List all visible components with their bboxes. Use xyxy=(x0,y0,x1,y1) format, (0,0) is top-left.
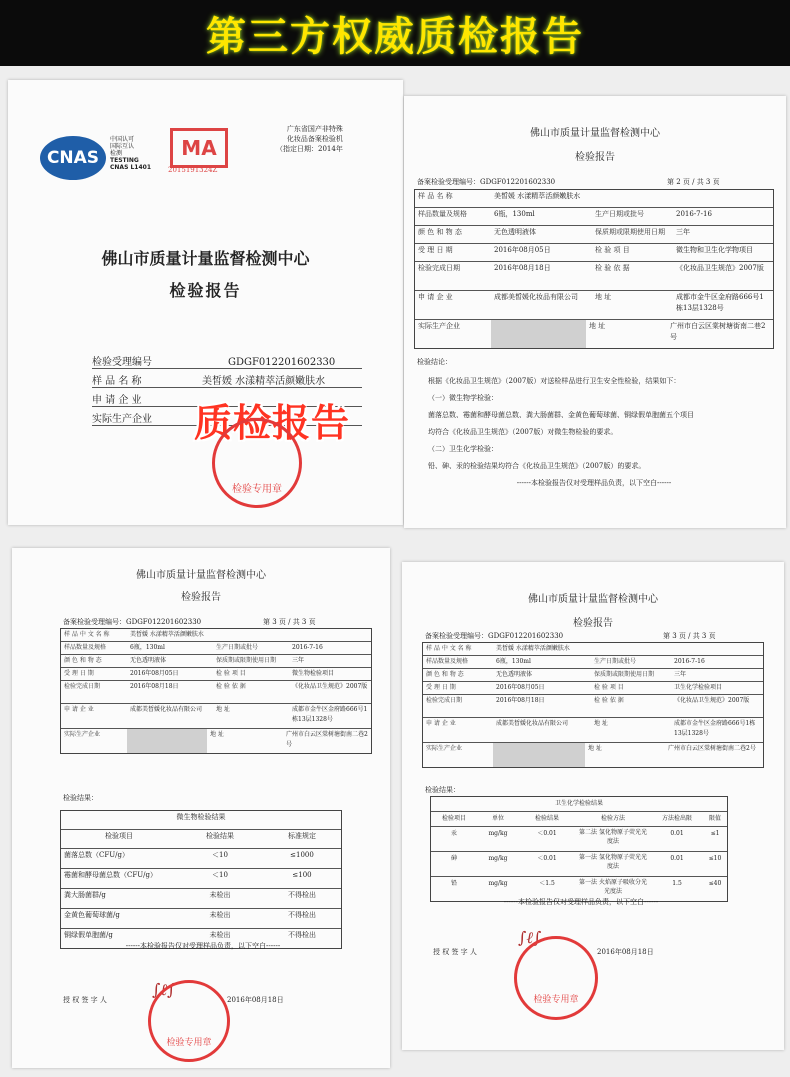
microbiology-results-table xyxy=(60,810,342,949)
table-row: 样品数量及规格 6瓶，130ml 生产日期或批号 2016-7-16 xyxy=(423,656,763,669)
table-row: 申 请 企 业 成都美皙媛化妆品有限公司 地 址 成都市金牛区金府路666号1栋13层1328号 xyxy=(61,704,371,729)
inspection-seal: 检验专用章 xyxy=(514,936,598,1020)
table-row: 申 请 企 业 成都美皙媛化妆品有限公司 地 址 成都市金牛区金府路666号1栋13层1328号 xyxy=(415,291,773,320)
table-row: 样品数量及规格 6瓶，130ml 生产日期或批号 2016-7-16 xyxy=(415,208,773,226)
field-row: 检验受理编号 GDGF012201602330 xyxy=(92,350,362,369)
conclusion: 检验结论： 根据《化妆品卫生规范》（2007版）对送检样品进行卫生安全性检验，结果如下： （一）微生物学检验： 菌落总数、霉菌和酵母菌总数、粪大肠菌群、金黄色葡萄球菌、铜绿假单胞菌五个项目 均符合《化妆品卫生规范》（2007版）对微生物检验的要求。 （二）卫生化学检验： 铅、砷、汞的检验结果均符合《化妆品卫生规范》（2007版）的要求。 ------本检验报告仅对受理样品负责，以下空白------ xyxy=(417,358,694,487)
table-row: 样 品 名 称 美皙媛 水漾精萃活颜嫩肤水 xyxy=(415,190,773,208)
cma-logo: MA xyxy=(170,128,228,168)
sample-info-table xyxy=(414,189,774,349)
report-cover-page xyxy=(8,80,403,525)
field-row: 申 请 企 业 xyxy=(92,388,362,407)
results-label: 检验结果： xyxy=(63,794,98,802)
table-row: 样品数量及规格 6瓶，130ml 生产日期或批号 2016-7-16 xyxy=(61,642,371,655)
organization-name: 佛山市质量计量监督检测中心 xyxy=(136,570,266,581)
table-header-row: 检验项目 单位 检验结果 检验方法 方法检出限 限值 xyxy=(431,812,727,827)
cnas-text: 中国认可 国际互认 检测 TESTING CNAS L1401 xyxy=(110,136,152,171)
organization-name: 佛山市质量计量监督检测中心 xyxy=(101,249,310,268)
field-row: 实际生产企业 xyxy=(92,407,362,426)
chemistry-results-table xyxy=(430,796,728,902)
results-label: 检验结果： xyxy=(425,786,460,794)
approver-label: 授 权 签 字 人 xyxy=(63,996,107,1004)
report-page-3-microbiology xyxy=(12,548,390,1068)
designation-note: 广东省国产非特殊 化妆品备案检验机 （指定日期：2014年 xyxy=(276,125,343,153)
signed-date: 2016年08月18日 xyxy=(227,996,284,1004)
table-row: 实际生产企业 地 址 广州市白云区棠树塘街南二巷2号 xyxy=(61,729,371,753)
report-page-3-chemistry xyxy=(402,562,784,1050)
report-title: 检验报告 xyxy=(169,281,242,300)
table-header-row: 检验项目 检验结果 标准规定 xyxy=(61,830,341,849)
table-row: 实际生产企业 地 址 广州市白云区棠树塘街南二巷2号 xyxy=(423,743,763,767)
table-row: 铅 mg/kg ＜1.5 第一法 火焰原子吸收分光光度法 1.5 ≤40 xyxy=(450,879,722,895)
table-row: 砷 mg/kg ＜0.01 第一法 氢化物原子荧光光度法 0.01 ≤10 xyxy=(431,852,727,877)
page-number: 第 3 页 / 共 3 页 xyxy=(263,618,316,626)
sample-info-table xyxy=(60,628,372,754)
table-row: 颜 色 和 物 态 无色透明液体 保质期或限期使用日期 三年 xyxy=(61,655,371,668)
table-row: 颜 色 和 物 态 无色透明液体 保质期或限期使用日期 三年 xyxy=(423,669,763,682)
banner-title: 第三方权威质检报告 xyxy=(206,13,584,60)
signature: ∫ℓ∫ xyxy=(152,980,176,999)
table-row: 检验完成日期 2016年08月18日 检 验 依 据 《化妆品卫生规范》2007版 xyxy=(423,695,763,718)
cma-number: 2015191324Z xyxy=(168,166,218,174)
table-row: 霉菌和酵母菌总数（CFU/g） ＜10 ≤100 xyxy=(61,869,341,889)
footer-note: ------本检验报告仅对受理样品负责，以下空白------ xyxy=(503,898,659,906)
acceptance-number: 备案检验受理编号：GDGF012201602330 xyxy=(63,618,202,626)
signature: ∫ℓ∫ xyxy=(518,928,542,947)
cnas-logo: CNAS xyxy=(40,136,106,180)
table-row: 受 理 日 期 2016年08月05日 检 验 项 目 微生物和卫生化学物项目 xyxy=(415,244,773,262)
organization-name: 佛山市质量计量监督检测中心 xyxy=(530,128,660,139)
table-title-row: 卫生化学检验结果 xyxy=(431,797,727,812)
table-row: 颜 色 和 物 态 无色透明液体 保质期或限期使用日期 三年 xyxy=(415,226,773,244)
report-title: 检验报告 xyxy=(573,618,613,629)
table-row: 实际生产企业 地 址 广州市白云区棠树塘街南二巷2号 xyxy=(415,320,773,348)
acceptance-number: 备案检验受理编号：GDGF012201602330 xyxy=(425,632,564,640)
approver-label: 授 权 签 字 人 xyxy=(433,948,477,956)
table-row: 检验完成日期 2016年08月18日 检 验 依 据 《化妆品卫生规范》2007版 xyxy=(61,681,371,704)
page-number: 第 2 页 / 共 3 页 xyxy=(667,178,720,186)
report-page-2 xyxy=(404,96,786,528)
inspection-seal: 检验专用章 xyxy=(212,418,302,508)
field-row: 样 品 名 称 美皙媛 水漾精萃活颜嫩肤水 xyxy=(92,369,362,388)
sample-info-table xyxy=(422,642,764,768)
table-row: 金黄色葡萄球菌/g 未检出 不得检出 xyxy=(61,909,341,929)
footer-note: ------本检验报告仅对受理样品负责，以下空白------ xyxy=(125,942,281,950)
banner xyxy=(0,0,790,66)
overlay-label: 质检报告 xyxy=(194,401,351,445)
table-row: 申 请 企 业 成都美皙媛化妆品有限公司 地 址 成都市金牛区金府路666号1栋13层1328号 xyxy=(423,718,763,743)
table-row: 样 品 中 文 名 称 美皙媛 水漾精萃活颜嫩肤水 xyxy=(423,643,763,656)
organization-name: 佛山市质量计量监督检测中心 xyxy=(528,594,658,605)
table-row: 样 品 中 文 名 称 美皙媛 水漾精萃活颜嫩肤水 xyxy=(61,629,371,642)
inspection-seal: 检验专用章 xyxy=(148,980,230,1062)
signed-date: 2016年08月18日 xyxy=(597,948,654,956)
page-number: 第 3 页 / 共 3 页 xyxy=(663,632,716,640)
table-row: 菌落总数（CFU/g） ＜10 ≤1000 xyxy=(61,849,341,869)
table-row: 受 理 日 期 2016年08月05日 检 验 项 目 卫生化学检验项目 xyxy=(423,682,763,695)
table-row: 受 理 日 期 2016年08月05日 检 验 项 目 微生物检验项目 xyxy=(61,668,371,681)
report-title: 检验报告 xyxy=(181,592,221,603)
table-row: 铜绿假单胞菌/g 未检出 不得检出 xyxy=(64,931,316,939)
table-row: 汞 mg/kg ＜0.01 第二法 氢化物原子荧光光度法 0.01 ≤1 xyxy=(431,827,727,852)
acceptance-number: 备案检验受理编号：GDGF012201602330 xyxy=(417,178,556,186)
table-title-row: 微生物检验结果 xyxy=(61,811,341,830)
table-row: 粪大肠菌群/g 未检出 不得检出 xyxy=(61,889,341,909)
report-title: 检验报告 xyxy=(575,152,615,163)
table-row: 检验完成日期 2016年08月18日 检 验 依 据 《化妆品卫生规范》2007版 xyxy=(415,262,773,291)
